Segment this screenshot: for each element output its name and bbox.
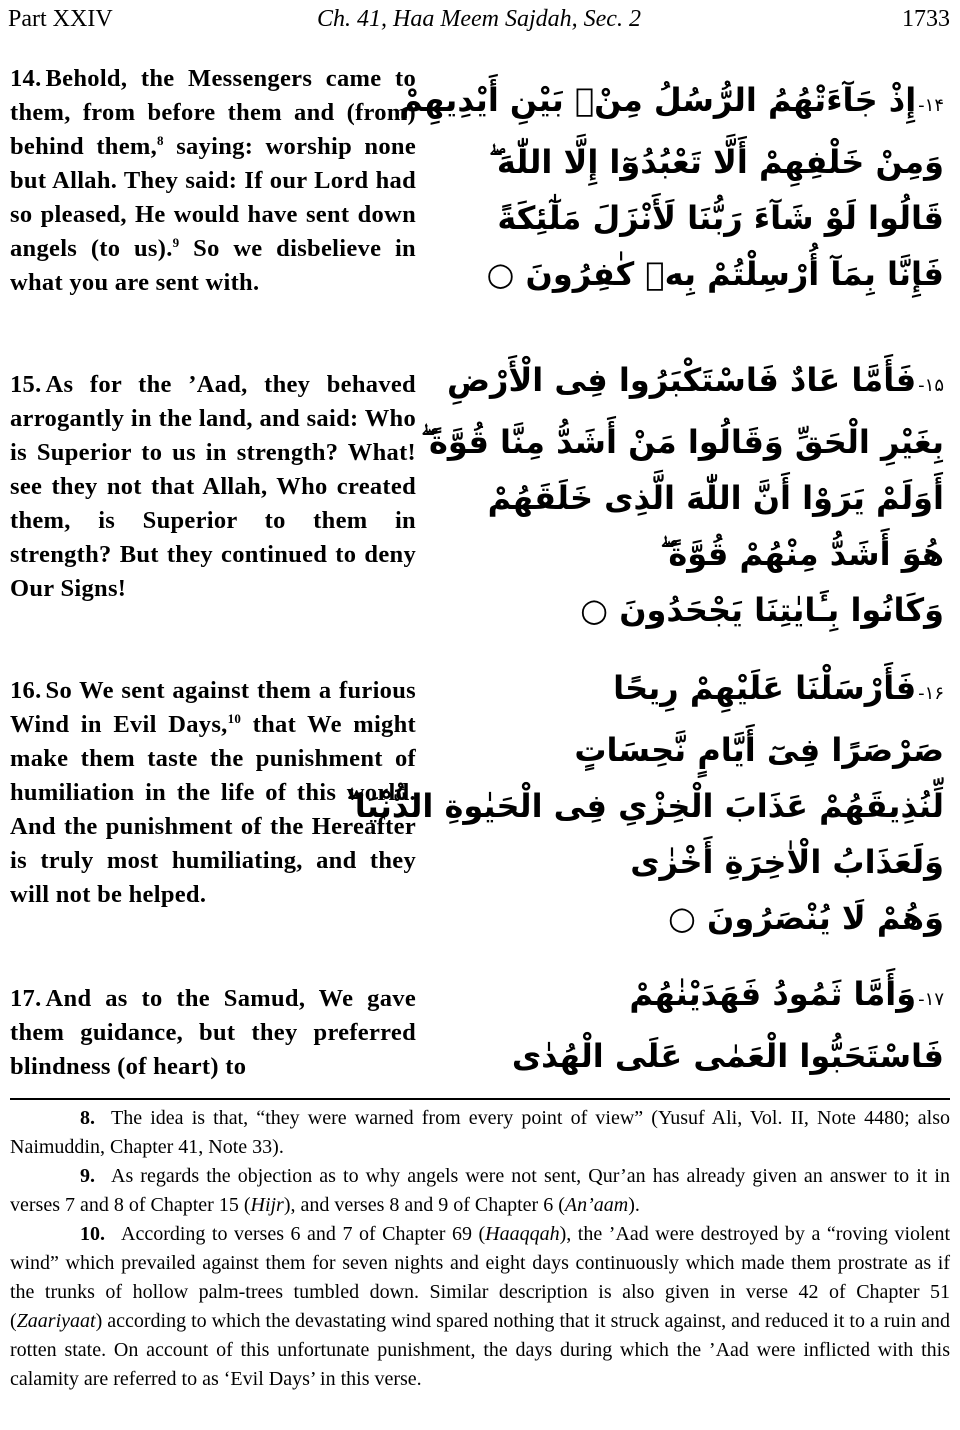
footnote-ref: 8 bbox=[157, 133, 164, 148]
arabic-line: صَرْصَرًا فِىٓ أَيَّامٍ نَّحِسَاتٍ bbox=[574, 731, 944, 769]
arabic-line: وَلَعَذَابُ الْاٰخِرَةِ أَخْزٰى bbox=[630, 843, 944, 881]
footnote-10 bbox=[10, 1220, 950, 1394]
footnote-ref: 10 bbox=[227, 711, 242, 726]
verse-arabic-14 bbox=[399, 72, 944, 302]
text-run: ), the ’Aad were destroyed by a “roving violent wind” which prevailed against them for seven nights and eight days continuously which made them prostrate as if the trunks of hollow palm-trees tumbled down. Similar description is also given in verse 42 of Chapter 51 ( bbox=[10, 1223, 951, 1332]
verse-text bbox=[10, 65, 416, 296]
text-run: And as to the Samud, We gave them guidance, but they preferred blindness (of heart) to bbox=[10, 985, 416, 1080]
chapter-title: Ch. 41, Haa Meem Sajdah, Sec. 2 bbox=[317, 6, 641, 32]
footnote-number: 8. bbox=[80, 1107, 95, 1129]
arabic-line: فَاسْتَحَبُّوا الْعَمٰى عَلَى الْهُدٰى bbox=[511, 1037, 944, 1075]
footnote-text bbox=[10, 1165, 950, 1216]
text-run: ) according to which the devastating wind spared nothing that it struck against, and reduced it to a ruin and rotten state. On account of this unfortunate punishment, the days during which the ’Aad were inflicted with this calamity are referred to as ‘Evil Days’ in this verse. bbox=[10, 1310, 950, 1390]
verse-english-14 bbox=[10, 62, 416, 300]
footnote-divider bbox=[10, 1098, 950, 1100]
verse-english-15 bbox=[10, 368, 416, 606]
part-label: Part XXIV bbox=[8, 6, 113, 32]
arabic-verse-number: ۱۴- bbox=[918, 95, 944, 116]
text-run: So We sent against them a furious Wind in Evil Days, bbox=[10, 677, 416, 738]
arabic-line: بِغَيْرِ الْحَقِّ وَقَالُوا مَنْ أَشَدُّ مِنَّا قُوَّةً ۖ bbox=[420, 423, 944, 461]
verse-number: 15. bbox=[10, 371, 42, 398]
text-run: The idea is that, “they were warned from every point of view” (Yusuf Ali, Vol. II, Note 4480; also Naimuddin, Chapter 41, Note 33). bbox=[10, 1107, 950, 1158]
verse-english-17 bbox=[10, 982, 416, 1084]
arabic-line: ۱۴-إِذْ جَآءَتْهُمُ الرُّسُلُ مِنْۢ بَيْنِ أَيْدِيهِمْ bbox=[399, 81, 944, 119]
arabic-verse-number: ۱۷- bbox=[918, 989, 944, 1010]
italic-term: An’aam bbox=[564, 1194, 629, 1216]
running-header bbox=[8, 2, 950, 36]
arabic-line: وَكَانُوا بِـَٔايٰتِنَا يَجْحَدُونَ ○ bbox=[580, 591, 944, 629]
text-run: As regards the objection as to why angels were not sent, Qur’an has already given an answer to it in verses 7 and 8 of Chapter 15 ( bbox=[10, 1165, 950, 1216]
verse-arabic-17 bbox=[504, 966, 944, 1084]
arabic-verse-number: ۱۵- bbox=[918, 375, 944, 396]
text-run: saying: worship none but Allah. They said: If our Lord had so pleased, He would have sent down angels (to us). bbox=[10, 133, 416, 262]
verse-number: 17. bbox=[10, 985, 42, 1012]
text-run: that We might make them taste the punishment of humiliation in the life of this world. And the punishment of the Hereafter is truly most humiliating, and they will not be helped. bbox=[10, 711, 416, 908]
verse-text bbox=[10, 985, 416, 1080]
arabic-line: وَهُمْ لَا يُنْصَرُونَ ○ bbox=[667, 899, 944, 937]
arabic-line: قَالُوا لَوْ شَآءَ رَبُّنَا لَأَنْزَلَ مَلٰٓئِكَةً bbox=[497, 199, 944, 237]
footnote-text bbox=[10, 1107, 950, 1158]
verse-arabic-16 bbox=[346, 660, 944, 946]
italic-term: Zaariyaat bbox=[16, 1310, 96, 1332]
text-run: ), and verses 8 and 9 of Chapter 6 ( bbox=[283, 1194, 565, 1216]
footnote-8 bbox=[10, 1104, 950, 1162]
verses-body bbox=[10, 62, 950, 1087]
text-run: ). bbox=[628, 1194, 640, 1216]
arabic-line: ۱۷-وَأَمَّا ثَمُودُ فَهَدَيْنٰهُمْ bbox=[629, 975, 944, 1013]
arabic-line: ۱۵-فَأَمَّا عَادٌ فَاسْتَكْبَرُوا فِى الْأَرْضِ bbox=[446, 361, 944, 399]
arabic-line: هُوَ أَشَدُّ مِنْهُمْ قُوَّةً ۖ bbox=[660, 535, 944, 573]
arabic-line: وَمِنْ خَلْفِهِمْ أَلَّا تَعْبُدُوٓا إِلَّا اللّٰهَ ۖ bbox=[488, 143, 944, 181]
text-run: According to verses 6 and 7 of Chapter 69 ( bbox=[121, 1223, 486, 1245]
arabic-verse-number: ۱۶- bbox=[918, 683, 944, 704]
verse-arabic-15 bbox=[420, 352, 944, 638]
footnotes bbox=[10, 1104, 950, 1394]
page-number: 1733 bbox=[902, 6, 950, 32]
footnote-9 bbox=[10, 1162, 950, 1220]
text-run: So we disbelieve in what you are sent with. bbox=[10, 235, 416, 296]
verse-number: 16. bbox=[10, 677, 42, 704]
footnote-text bbox=[10, 1223, 950, 1390]
arabic-line: فَإِنَّا بِمَآ أُرْسِلْتُمْ بِهٖ كٰفِرُونَ ○ bbox=[486, 255, 944, 293]
italic-term: Hijr bbox=[250, 1194, 284, 1216]
text-run: Behold, the Messengers came to them, from before them and (from) behind them, bbox=[10, 65, 416, 160]
italic-term: Haaqqah bbox=[485, 1223, 560, 1245]
verse-number: 14. bbox=[10, 65, 42, 92]
footnote-ref: 9 bbox=[172, 235, 180, 250]
arabic-line: أَوَلَمْ يَرَوْا أَنَّ اللّٰهَ الَّذِى خَلَقَهُمْ bbox=[487, 479, 944, 517]
text-run: As for the ’Aad, they behaved arrogantly in the land, and said: Who is Superior to us in strength? What! see they not that Allah, Who created them, is Superior to them in strength? But they continued to deny Our Signs! bbox=[10, 371, 416, 602]
verse-text bbox=[10, 371, 416, 602]
arabic-line: لِّنُذِيقَهُمْ عَذَابَ الْخِزْىِ فِى الْحَيٰوةِ الدُّنْيَا ۖ bbox=[346, 787, 944, 825]
footnote-number: 9. bbox=[80, 1165, 95, 1187]
arabic-line: ۱۶-فَأَرْسَلْنَا عَلَيْهِمْ رِيحًا bbox=[613, 669, 944, 707]
footnote-number: 10. bbox=[80, 1223, 105, 1245]
